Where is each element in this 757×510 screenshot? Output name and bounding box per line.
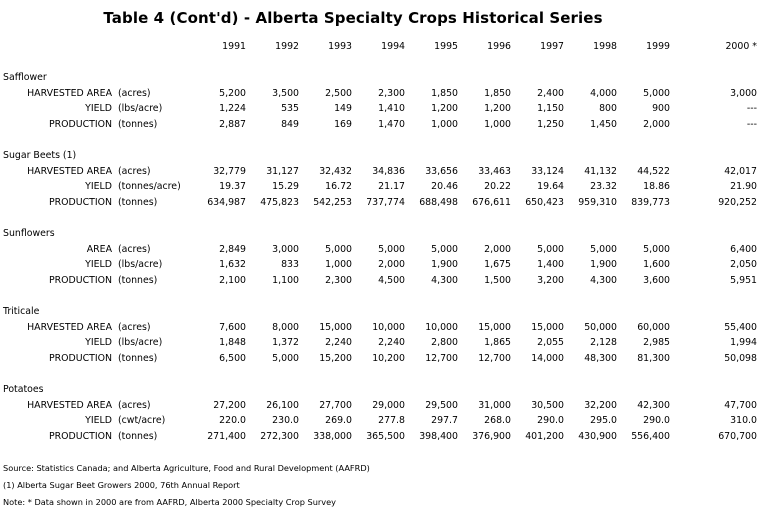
row-label: PRODUCTION	[48, 352, 112, 364]
cell-value: 839,773	[631, 196, 670, 208]
section-title: Potatoes	[3, 384, 44, 396]
cell-value: 5,000	[643, 243, 670, 255]
cell-value: 295.0	[590, 415, 617, 427]
row-unit: (lbs/acre)	[118, 103, 163, 115]
cell-value: 1,850	[431, 87, 458, 99]
cell-value: 277.8	[378, 415, 405, 427]
year-header: 1999	[646, 41, 670, 52]
cell-value: 2,128	[590, 337, 617, 349]
cell-value: 33,124	[531, 165, 564, 177]
cell-value: 1,200	[431, 103, 458, 115]
crops-table	[0, 39, 757, 444]
section-header-row	[0, 304, 757, 320]
row-label: PRODUCTION	[48, 196, 112, 208]
year-header: 1995	[434, 41, 458, 52]
cell-value: 30,500	[531, 399, 564, 411]
cell-value: 2,800	[431, 337, 458, 349]
cell-value: 1,400	[537, 259, 564, 271]
cell-value: 55,400	[724, 321, 757, 333]
cell-value: 475,823	[260, 196, 299, 208]
cell-value: 4,000	[590, 87, 617, 99]
cell-value: 29,500	[425, 399, 458, 411]
cell-value: 737,774	[366, 196, 405, 208]
table-row	[0, 179, 757, 195]
cell-value: 18.86	[643, 181, 670, 193]
row-unit: (acres)	[118, 87, 151, 99]
section-title: Sugar Beets (1)	[3, 150, 77, 162]
cell-value: 21.90	[730, 181, 757, 193]
table-row	[0, 335, 757, 351]
cell-value: 959,310	[578, 196, 617, 208]
cell-value: 48,300	[584, 352, 617, 364]
cell-value: 41,132	[584, 165, 617, 177]
cell-value: 47,700	[724, 399, 757, 411]
row-unit: (cwt/acre)	[118, 415, 166, 427]
table-row	[0, 242, 757, 258]
cell-value: 1,000	[484, 118, 511, 130]
table-row	[0, 351, 757, 367]
cell-value: 1,000	[325, 259, 352, 271]
cell-value: 34,836	[372, 165, 405, 177]
cell-value: 1,500	[484, 274, 511, 286]
cell-value: 3,200	[537, 274, 564, 286]
cell-value: 670,700	[718, 430, 757, 442]
cell-value: 1,850	[484, 87, 511, 99]
cell-value: 4,500	[378, 274, 405, 286]
cell-value: 15,200	[319, 352, 352, 364]
cell-value: 1,470	[378, 118, 405, 130]
cell-value: 542,253	[313, 196, 352, 208]
cell-value: 27,700	[319, 399, 352, 411]
cell-value: 401,200	[525, 430, 564, 442]
row-label: PRODUCTION	[48, 430, 112, 442]
cell-value: 2,000	[643, 118, 670, 130]
section-title: Triticale	[3, 306, 40, 318]
cell-value: 2,000	[378, 259, 405, 271]
cell-value: ---	[746, 118, 757, 130]
cell-value: 310.0	[730, 415, 757, 427]
cell-value: 26,100	[266, 399, 299, 411]
row-unit: (acres)	[118, 243, 151, 255]
cell-value: 14,000	[531, 352, 564, 364]
year-header: 2000 *	[725, 41, 757, 52]
cell-value: 6,500	[219, 352, 246, 364]
cell-value: 849	[281, 118, 299, 130]
section-spacer	[0, 133, 757, 149]
cell-value: 5,000	[590, 243, 617, 255]
row-unit: (acres)	[118, 321, 151, 333]
cell-value: 2,500	[325, 87, 352, 99]
table-row	[0, 320, 757, 336]
cell-value: 12,700	[478, 352, 511, 364]
cell-value: 2,050	[730, 259, 757, 271]
cell-value: 5,951	[730, 274, 757, 286]
section-header-row	[0, 148, 757, 164]
cell-value: 10,000	[372, 321, 405, 333]
year-header: 1993	[328, 41, 352, 52]
table-title: Table 4 (Cont'd) - Alberta Specialty Crops Historical Series	[103, 9, 603, 27]
cell-value: 1,994	[730, 337, 757, 349]
cell-value: 230.0	[272, 415, 299, 427]
cell-value: 2,240	[325, 337, 352, 349]
row-label: YIELD	[85, 259, 112, 271]
row-label: HARVESTED AREA	[27, 321, 112, 333]
footnote-1: (1) Alberta Sugar Beet Growers 2000, 76th Annual Report	[3, 480, 240, 490]
section-header-row	[0, 226, 757, 242]
cell-value: 376,900	[472, 430, 511, 442]
row-unit: (lbs/acre)	[118, 337, 163, 349]
cell-value: 650,423	[525, 196, 564, 208]
cell-value: 5,000	[537, 243, 564, 255]
cell-value: 1,675	[484, 259, 511, 271]
cell-value: 1,372	[272, 337, 299, 349]
cell-value: 800	[599, 103, 617, 115]
row-label: HARVESTED AREA	[27, 399, 112, 411]
cell-value: 1,410	[378, 103, 405, 115]
cell-value: 50,000	[584, 321, 617, 333]
cell-value: 23.32	[590, 181, 617, 193]
cell-value: 7,600	[219, 321, 246, 333]
cell-value: 5,000	[378, 243, 405, 255]
cell-value: 535	[281, 103, 299, 115]
cell-value: 2,240	[378, 337, 405, 349]
cell-value: 19.37	[219, 181, 246, 193]
cell-value: 2,985	[643, 337, 670, 349]
table-row	[0, 117, 757, 133]
cell-value: 10,200	[372, 352, 405, 364]
cell-value: 2,100	[219, 274, 246, 286]
row-label: YIELD	[85, 103, 112, 115]
table-row	[0, 273, 757, 289]
cell-value: 1,632	[219, 259, 246, 271]
cell-value: 3,600	[643, 274, 670, 286]
cell-value: 2,000	[484, 243, 511, 255]
section-title: Safflower	[3, 72, 47, 84]
cell-value: 15,000	[319, 321, 352, 333]
cell-value: 15,000	[478, 321, 511, 333]
cell-value: 1,900	[590, 259, 617, 271]
cell-value: 2,849	[219, 243, 246, 255]
section-header-row	[0, 70, 757, 86]
cell-value: 42,300	[637, 399, 670, 411]
table-row	[0, 398, 757, 414]
section-spacer	[0, 211, 757, 227]
cell-value: 1,250	[537, 118, 564, 130]
table-row	[0, 413, 757, 429]
cell-value: 20.46	[431, 181, 458, 193]
year-header-row	[0, 39, 757, 55]
row-label: YIELD	[85, 415, 112, 427]
cell-value: 833	[281, 259, 299, 271]
cell-value: 2,400	[537, 87, 564, 99]
row-unit: (lbs/acre)	[118, 259, 163, 271]
cell-value: 8,000	[272, 321, 299, 333]
cell-value: 5,000	[431, 243, 458, 255]
cell-value: 676,611	[472, 196, 511, 208]
cell-value: 29,000	[372, 399, 405, 411]
section-spacer	[0, 366, 757, 382]
cell-value: 21.17	[378, 181, 405, 193]
cell-value: 297.7	[431, 415, 458, 427]
cell-value: 2,300	[325, 274, 352, 286]
cell-value: 2,887	[219, 118, 246, 130]
cell-value: 149	[334, 103, 352, 115]
cell-value: 169	[334, 118, 352, 130]
row-label: PRODUCTION	[48, 274, 112, 286]
section-header-row	[0, 382, 757, 398]
year-header: 1994	[381, 41, 405, 52]
section-title: Sunflowers	[3, 228, 55, 240]
section-spacer	[0, 55, 757, 71]
cell-value: 220.0	[219, 415, 246, 427]
table-row	[0, 101, 757, 117]
cell-value: 31,000	[478, 399, 511, 411]
cell-value: 1,224	[219, 103, 246, 115]
year-header: 1992	[275, 41, 299, 52]
cell-value: 3,000	[730, 87, 757, 99]
cell-value: 42,017	[724, 165, 757, 177]
cell-value: 920,252	[718, 196, 757, 208]
cell-value: 3,000	[272, 243, 299, 255]
row-unit: (tonnes)	[118, 352, 158, 364]
cell-value: 10,000	[425, 321, 458, 333]
row-unit: (tonnes/acre)	[118, 181, 181, 193]
row-label: HARVESTED AREA	[27, 87, 112, 99]
cell-value: 27,200	[213, 399, 246, 411]
table-row	[0, 257, 757, 273]
cell-value: 15.29	[272, 181, 299, 193]
row-label: HARVESTED AREA	[27, 165, 112, 177]
cell-value: 44,522	[637, 165, 670, 177]
cell-value: 33,463	[478, 165, 511, 177]
row-unit: (tonnes)	[118, 430, 158, 442]
footnote-2: Note: * Data shown in 2000 are from AAFRD, Alberta 2000 Specialty Crop Survey	[3, 497, 336, 507]
cell-value: 31,127	[266, 165, 299, 177]
cell-value: 6,400	[730, 243, 757, 255]
row-label: YIELD	[85, 181, 112, 193]
cell-value: 900	[652, 103, 670, 115]
year-header: 1997	[540, 41, 564, 52]
section-spacer	[0, 289, 757, 305]
cell-value: 268.0	[484, 415, 511, 427]
row-unit: (acres)	[118, 165, 151, 177]
cell-value: 1,100	[272, 274, 299, 286]
cell-value: 32,779	[213, 165, 246, 177]
cell-value: 16.72	[325, 181, 352, 193]
table-row	[0, 86, 757, 102]
cell-value: 5,200	[219, 87, 246, 99]
row-unit: (tonnes)	[118, 118, 158, 130]
row-unit: (acres)	[118, 399, 151, 411]
cell-value: ---	[746, 103, 757, 115]
row-label: YIELD	[85, 337, 112, 349]
cell-value: 338,000	[313, 430, 352, 442]
cell-value: 430,900	[578, 430, 617, 442]
cell-value: 634,987	[207, 196, 246, 208]
cell-value: 1,848	[219, 337, 246, 349]
cell-value: 32,432	[319, 165, 352, 177]
cell-value: 269.0	[325, 415, 352, 427]
row-unit: (tonnes)	[118, 274, 158, 286]
cell-value: 271,400	[207, 430, 246, 442]
cell-value: 5,000	[643, 87, 670, 99]
source-note: Source: Statistics Canada; and Alberta Agriculture, Food and Rural Development (AAFRD)	[3, 463, 370, 473]
cell-value: 20.22	[484, 181, 511, 193]
cell-value: 365,500	[366, 430, 405, 442]
row-label: PRODUCTION	[48, 118, 112, 130]
cell-value: 2,300	[378, 87, 405, 99]
cell-value: 290.0	[643, 415, 670, 427]
cell-value: 1,000	[431, 118, 458, 130]
cell-value: 33,656	[425, 165, 458, 177]
cell-value: 5,000	[325, 243, 352, 255]
cell-value: 272,300	[260, 430, 299, 442]
cell-value: 81,300	[637, 352, 670, 364]
cell-value: 1,900	[431, 259, 458, 271]
cell-value: 4,300	[590, 274, 617, 286]
table-body	[0, 39, 757, 444]
cell-value: 12,700	[425, 352, 458, 364]
cell-value: 556,400	[631, 430, 670, 442]
cell-value: 5,000	[272, 352, 299, 364]
cell-value: 1,600	[643, 259, 670, 271]
cell-value: 50,098	[724, 352, 757, 364]
cell-value: 1,865	[484, 337, 511, 349]
cell-value: 2,055	[537, 337, 564, 349]
cell-value: 60,000	[637, 321, 670, 333]
cell-value: 290.0	[537, 415, 564, 427]
row-unit: (tonnes)	[118, 196, 158, 208]
year-header: 1998	[593, 41, 617, 52]
cell-value: 1,150	[537, 103, 564, 115]
cell-value: 3,500	[272, 87, 299, 99]
table-row	[0, 195, 757, 211]
cell-value: 15,000	[531, 321, 564, 333]
table-row	[0, 164, 757, 180]
year-header: 1991	[222, 41, 246, 52]
cell-value: 4,300	[431, 274, 458, 286]
row-label: AREA	[86, 243, 112, 255]
cell-value: 32,200	[584, 399, 617, 411]
year-header: 1996	[487, 41, 511, 52]
cell-value: 1,200	[484, 103, 511, 115]
table-row	[0, 429, 757, 445]
cell-value: 19.64	[537, 181, 564, 193]
cell-value: 1,450	[590, 118, 617, 130]
cell-value: 688,498	[419, 196, 458, 208]
cell-value: 398,400	[419, 430, 458, 442]
